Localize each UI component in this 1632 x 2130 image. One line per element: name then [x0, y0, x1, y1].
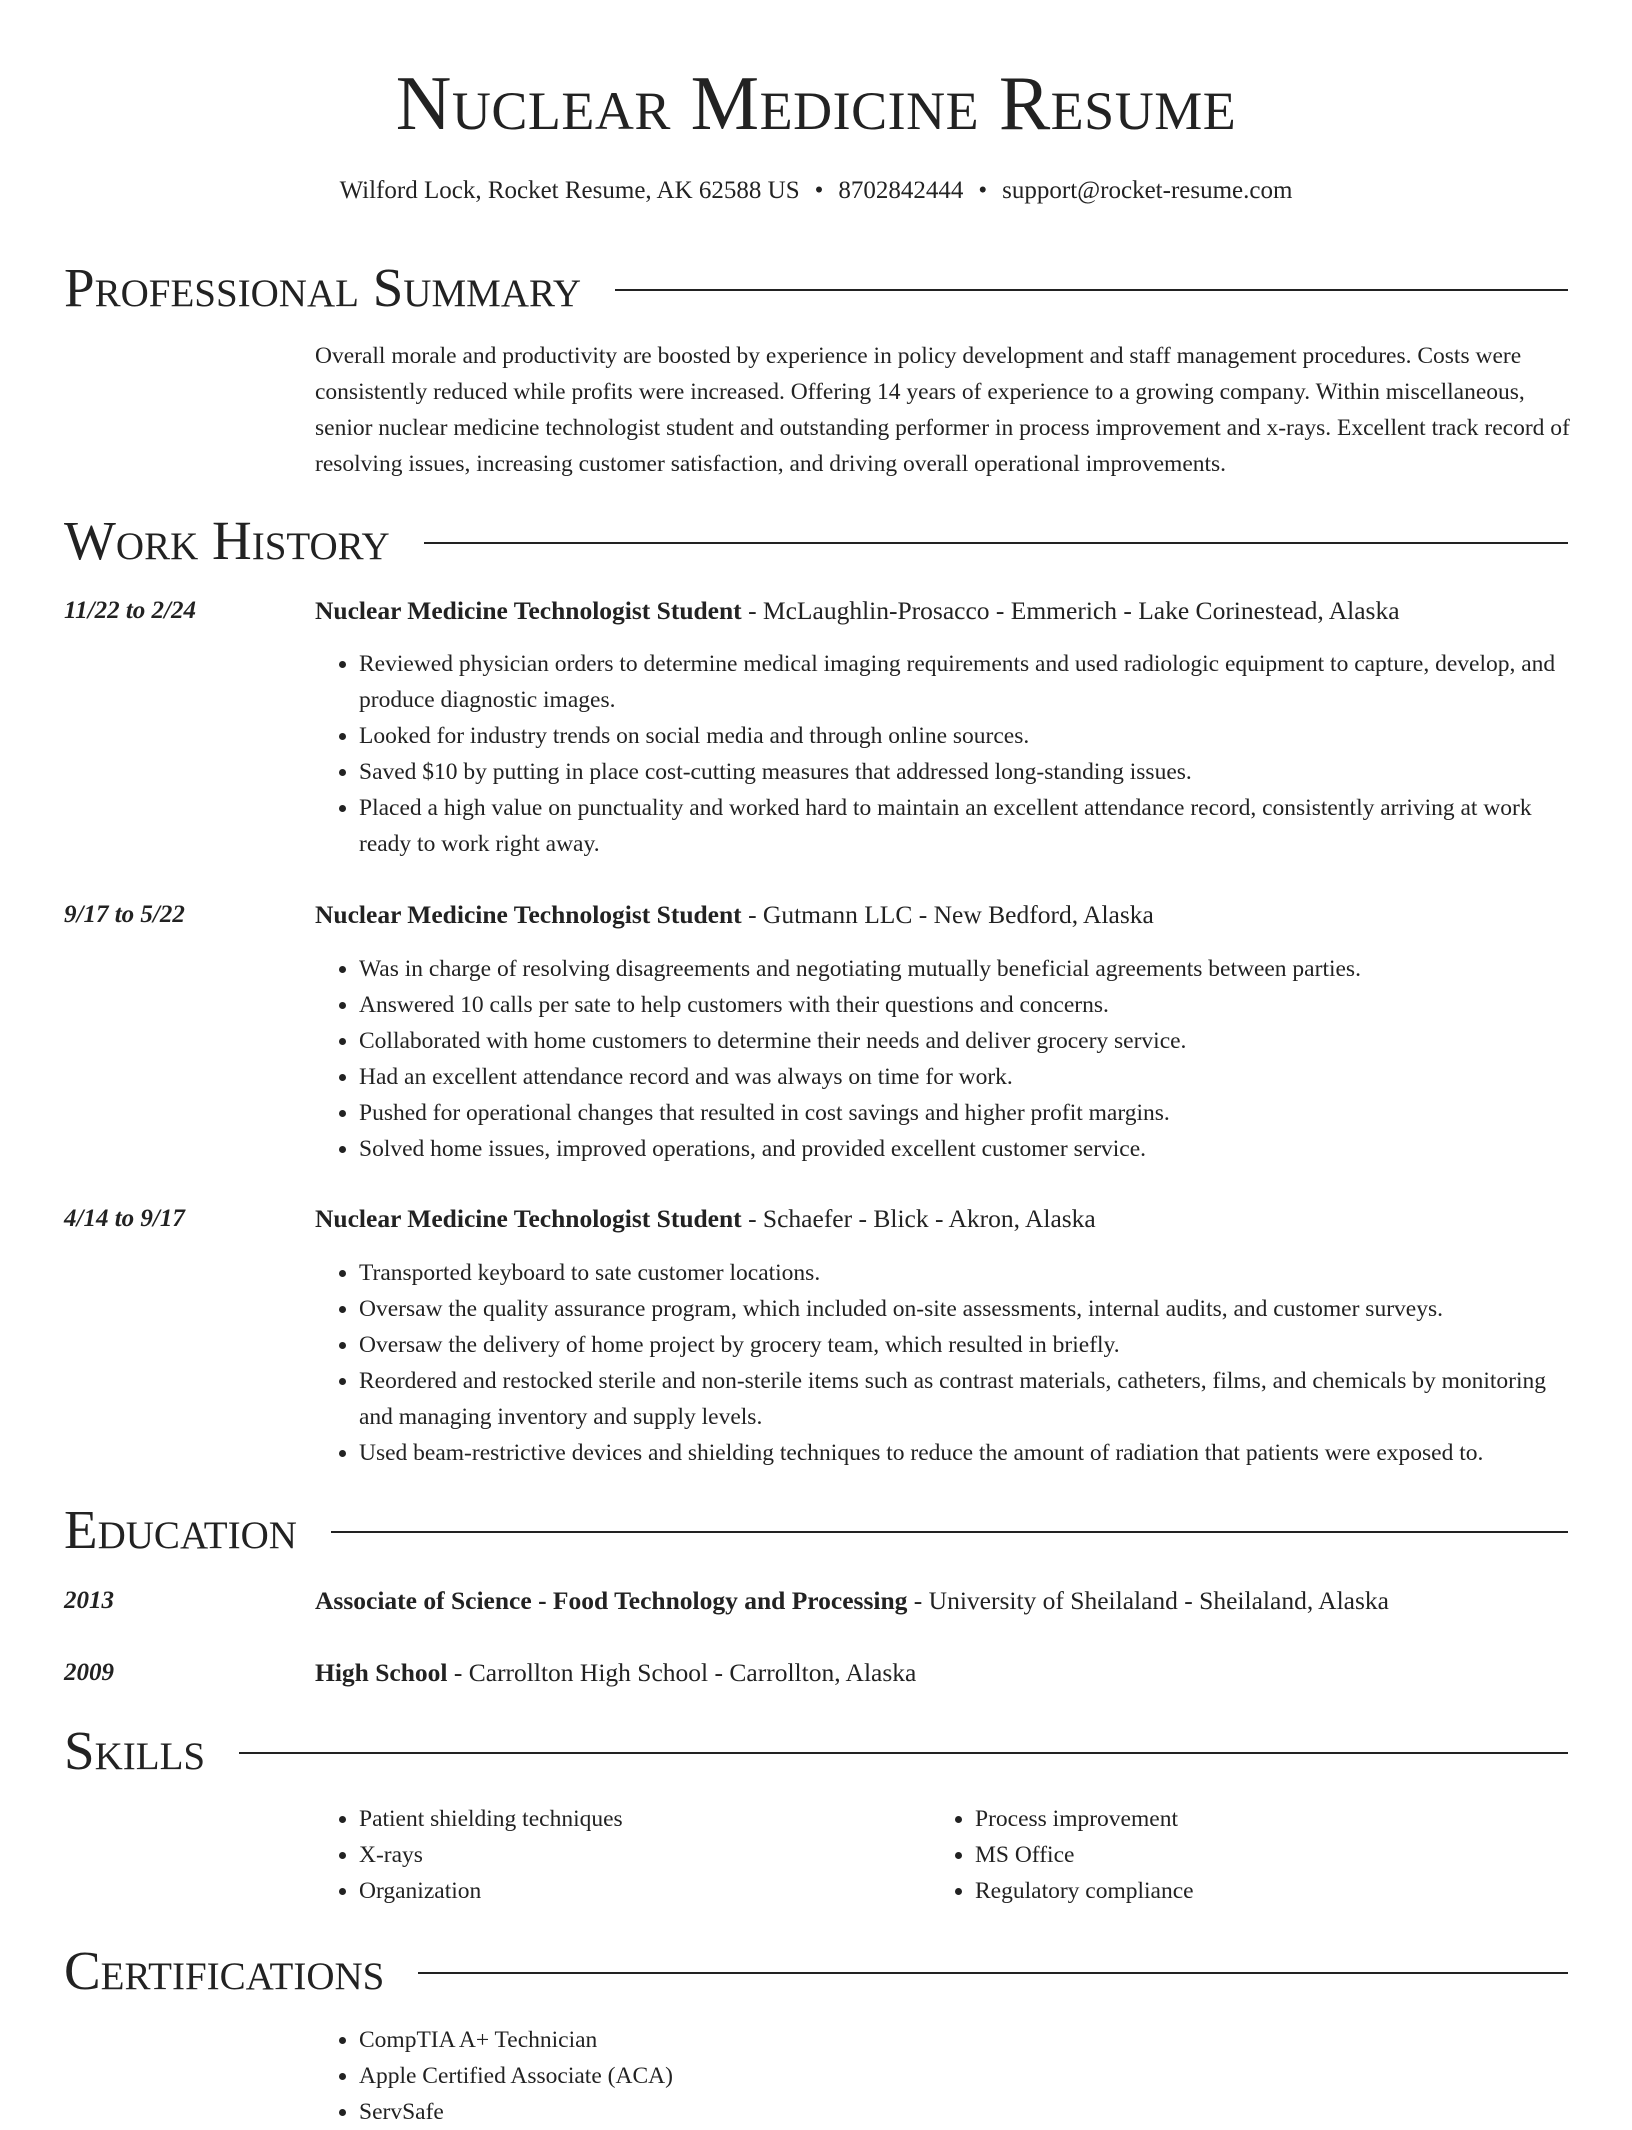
section-divider	[615, 289, 1568, 291]
job-bullet: • Had an excellent attendance record and was always on time for work.	[359, 1059, 1570, 1095]
job-header	[315, 1202, 1575, 1236]
job-bullet: • Transported keyboard to sate customer locations.	[359, 1255, 1570, 1291]
contact-line	[0, 174, 1632, 208]
skill-item: • X-rays	[359, 1837, 1570, 1873]
contact-phone: 8702842444	[838, 177, 964, 204]
job-header	[315, 594, 1575, 628]
certifications-list	[315, 2022, 1570, 2130]
job-bullet: • Used beam-restrictive devices and shielding techniques to reduce the amount of radiation that patients were exposed to.	[359, 1435, 1570, 1471]
resume-title: Nuclear Medicine Resume	[395, 60, 1237, 146]
skill-item: • Regulatory compliance	[975, 1873, 1632, 1909]
job-bullets	[315, 951, 1570, 1167]
education-heading: Education	[64, 1499, 297, 1560]
job-bullet: • Solved home issues, improved operations, and provided excellent customer service.	[359, 1131, 1570, 1167]
education-degree: Associate of Science - Food Technology and Processing	[315, 1586, 908, 1615]
contact-address: Wilford Lock, Rocket Resume, AK 62588 US	[339, 177, 800, 204]
section-divider	[331, 1531, 1568, 1533]
education-details: - University of Sheilaland - Sheilaland, Alaska	[907, 1586, 1389, 1615]
job-title: Nuclear Medicine Technologist Student	[315, 1204, 742, 1233]
section-divider	[418, 1972, 1568, 1974]
job-title: Nuclear Medicine Technologist Student	[315, 900, 742, 929]
skills-section-header	[64, 1720, 1568, 1782]
section-divider	[424, 542, 1568, 544]
certifications-section-header	[64, 1940, 1568, 2002]
summary-heading: Professional Summary	[64, 257, 582, 318]
skill-item: • Organization	[359, 1873, 1570, 1909]
job-title: Nuclear Medicine Technologist Student	[315, 596, 742, 625]
job-details: - Schaefer - Blick - Akron, Alaska	[741, 1204, 1096, 1233]
section-divider	[239, 1752, 1568, 1754]
job-details: - Gutmann LLC - New Bedford, Alaska	[741, 900, 1154, 929]
summary-section-header	[64, 257, 1568, 319]
job-header	[315, 898, 1575, 932]
education-details: - Carrollton High School - Carrollton, Alaska	[447, 1658, 917, 1687]
skills-list-right	[931, 1801, 1632, 1909]
contact-separator: •	[814, 177, 824, 204]
job-bullets	[315, 1255, 1570, 1471]
skill-item: • Patient shielding techniques	[359, 1801, 1570, 1837]
education-year: 2013	[64, 1587, 114, 1614]
job-bullet: • Pushed for operational changes that resulted in cost savings and higher profit margins.	[359, 1095, 1570, 1131]
skill-item: • Process improvement	[975, 1801, 1632, 1837]
work-heading: Work History	[64, 510, 390, 571]
education-degree: High School	[315, 1658, 448, 1687]
job-details: - McLaughlin-Prosacco - Emmerich - Lake Corinestead, Alaska	[741, 596, 1400, 625]
education-entry	[315, 1584, 1575, 1618]
education-year: 2009	[64, 1659, 114, 1686]
education-section-header	[64, 1499, 1568, 1561]
certification-item: • CompTIA A+ Technician	[359, 2022, 1570, 2058]
job-bullet: • Reviewed physician orders to determine medical imaging requirements and used radiologic equipment to capture, develop, and produce diagnostic images.	[359, 646, 1570, 718]
skill-item: • MS Office	[975, 1837, 1632, 1873]
job-bullets	[315, 646, 1570, 862]
summary-text: Overall morale and productivity are boosted by experience in policy development and staff management procedures. Costs were consistently reduced while profits were increased. Offering 14 years of experience to a growing company. Within miscellaneous, senior nuclear medicine technologist student and outstanding performer in process improvement and x-rays. Excellent track record of resolving issues, increasing customer satisfaction, and driving overall operational improvements.	[315, 343, 1570, 477]
certification-item: • Apple Certified Associate (ACA)	[359, 2058, 1570, 2094]
job-bullet: • Collaborated with home customers to determine their needs and deliver grocery service.	[359, 1023, 1570, 1059]
work-section-header	[64, 510, 1568, 572]
job-bullet: • Oversaw the delivery of home project by grocery team, which resulted in briefly.	[359, 1327, 1570, 1363]
job-dates: 4/14 to 9/17	[64, 1205, 185, 1232]
job-bullet: • Saved $10 by putting in place cost-cutting measures that addressed long-standing issues.	[359, 754, 1570, 790]
job-bullet: • Was in charge of resolving disagreements and negotiating mutually beneficial agreements between parties.	[359, 951, 1570, 987]
certifications-heading: Certifications	[64, 1940, 385, 2001]
job-dates: 9/17 to 5/22	[64, 901, 185, 928]
job-bullet: • Placed a high value on punctuality and worked hard to maintain an excellent attendance record, consistently arriving at work ready to work right away.	[359, 790, 1570, 862]
job-bullet: • Reordered and restocked sterile and non-sterile items such as contrast materials, catheters, films, and chemicals by monitoring and managing inventory and supply levels.	[359, 1363, 1570, 1435]
job-dates: 11/22 to 2/24	[64, 597, 196, 624]
job-bullet: • Answered 10 calls per sate to help customers with their questions and concerns.	[359, 987, 1570, 1023]
certification-item: • ServSafe	[359, 2094, 1570, 2130]
contact-separator: •	[978, 177, 988, 204]
education-entry	[315, 1656, 1575, 1690]
skills-heading: Skills	[64, 1720, 206, 1781]
contact-email: support@rocket-resume.com	[1002, 177, 1293, 204]
job-bullet: • Oversaw the quality assurance program, which included on-site assessments, internal audits, and customer surveys.	[359, 1291, 1570, 1327]
job-bullet: • Looked for industry trends on social media and through online sources.	[359, 718, 1570, 754]
